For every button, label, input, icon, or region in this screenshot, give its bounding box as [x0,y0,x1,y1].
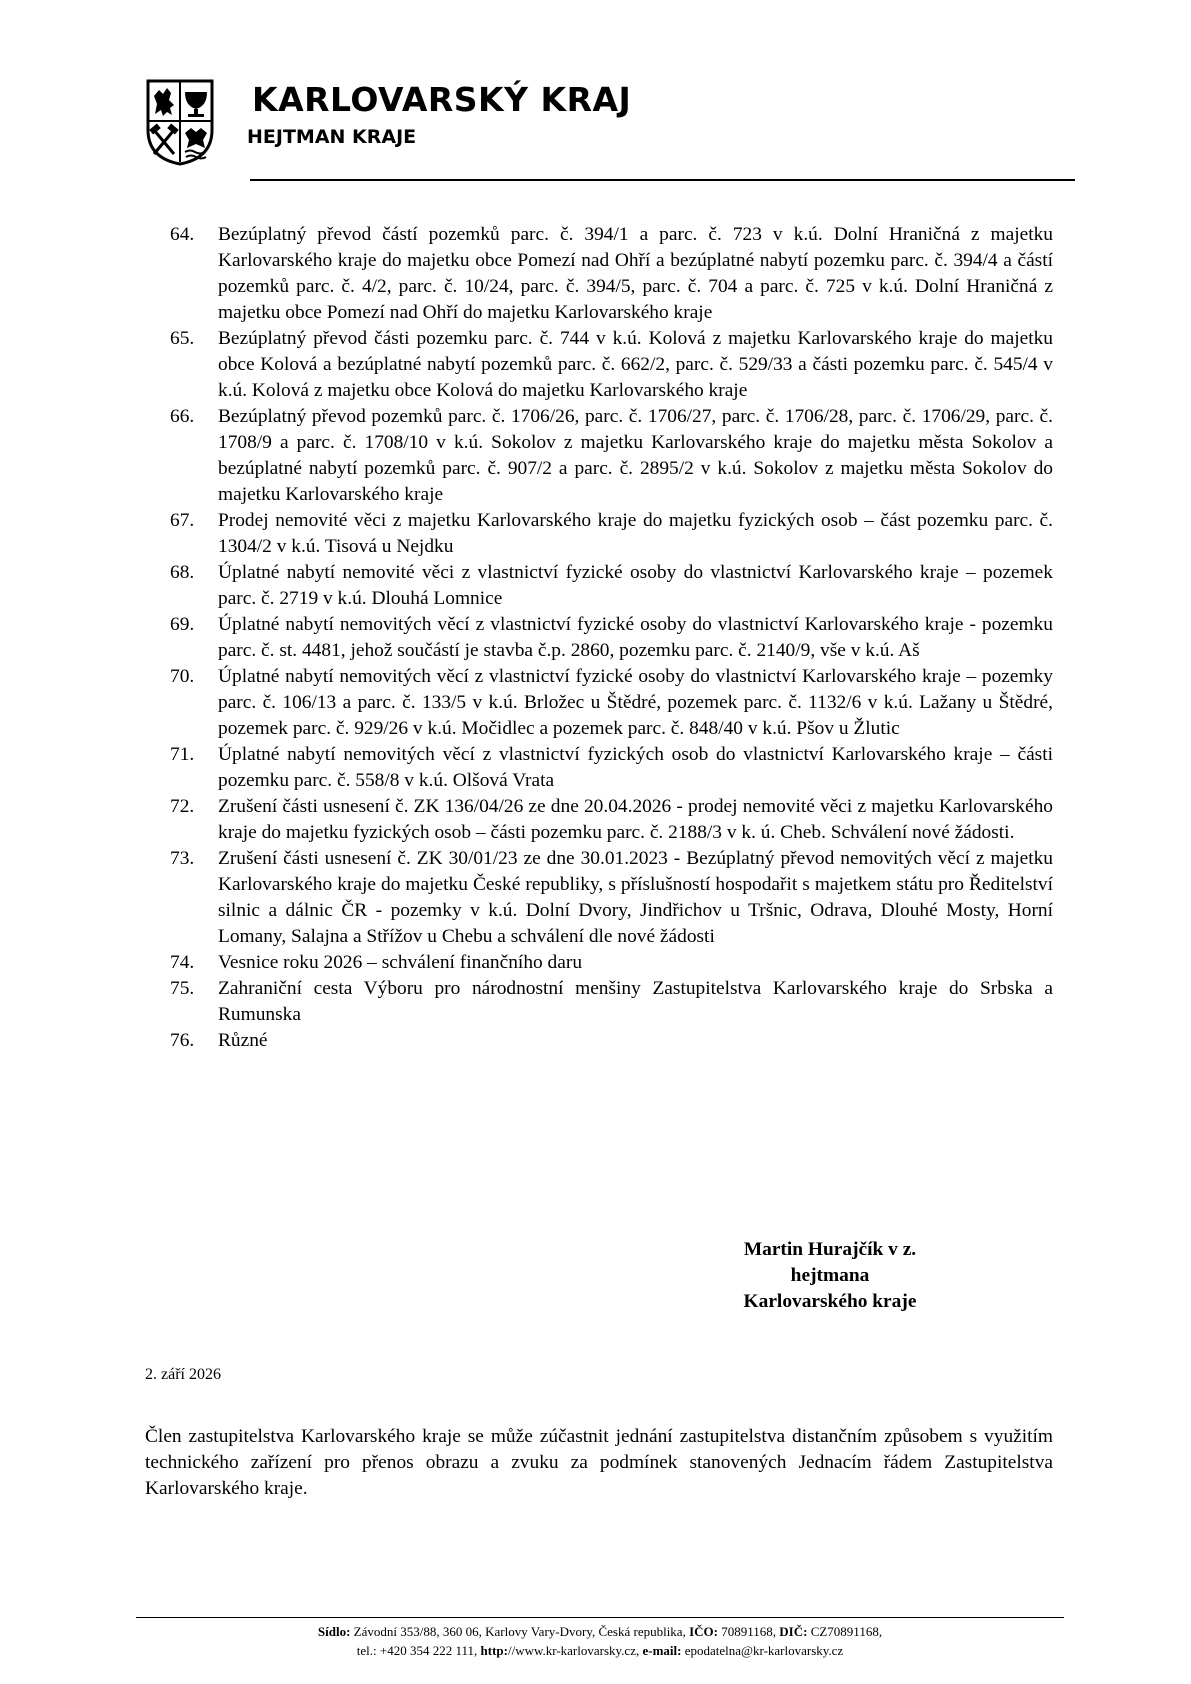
agenda-item [170,612,1053,664]
agenda-item [170,742,1053,794]
agenda-item-text: Prodej nemovité věci z majetku Karlovarského kraje do majetku fyzických osob – část pozemku parc. č. 1304/2 v k.ú. Tisová u Nejdku [218,510,1053,557]
document-date: 2. září 2026 [145,1366,221,1383]
agenda-item-number: 65. [170,328,195,349]
agenda-item-number: 70. [170,666,195,687]
footer [136,1622,1064,1660]
agenda-item-number: 64. [170,224,195,245]
footer-divider [136,1617,1064,1618]
agenda-item-number: 71. [170,744,195,765]
agenda-item-number: 68. [170,562,195,583]
footer-line-1 [136,1622,1064,1641]
dic-label: DIČ: [779,1624,808,1639]
agenda-item-text: Vesnice roku 2026 – schválení finančního daru [218,952,583,973]
agenda-item [170,508,1053,560]
agenda-item [170,326,1053,404]
agenda-list [170,222,1053,1054]
agenda-item-text: Zrušení části usnesení č. ZK 136/04/26 ze dne 20.04.2026 - prodej nemovité věci z majetku Karlovarského kraje do majetku fyzických osob – části pozemku parc. č. 2188/3 v k. ú. Cheb. Schválení nové žádosti. [218,796,1053,843]
email-label: e-mail: [642,1643,682,1658]
agenda-item [170,222,1053,326]
phone: tel.: +420 354 222 111, [356,1643,478,1658]
header-divider [250,179,1075,181]
letterhead [145,78,1080,182]
agenda-item [170,664,1053,742]
website-link[interactable]: //www.kr-karlovarsky.cz, [507,1643,640,1658]
agenda-item [170,976,1053,1028]
web-label: http: [480,1643,508,1658]
agenda-item [170,1028,1053,1054]
agenda-item-text: Bezúplatný převod části pozemku parc. č. 744 v k.ú. Kolová z majetku Karlovarského kraje do majetku obce Kolová a bezúplatné nabytí pozemků parc. č. 662/2, parc. č. 529/33 a části pozemku parc. č. 545/4 v k.ú. Kolová z majetku obce Kolová do majetku Karlovarského kraje [218,328,1053,401]
agenda-item-text: Různé [218,1030,268,1051]
org-name: KARLOVARSKÝ KRAJ [252,80,632,119]
footer-line-2 [136,1641,1064,1660]
agenda-item [170,950,1053,976]
agenda-item-number: 75. [170,978,195,999]
agenda-item [170,794,1053,846]
agenda-item-text: Úplatné nabytí nemovitých věcí z vlastnictví fyzické osoby do vlastnictví Karlovarského kraje – pozemky parc. č. 106/13 a parc. č. 133/5 v k.ú. Brložec u Štědré, pozemek parc. č. 1132/6 v k.ú. Lažany u Štědré, pozemek parc. č. 929/26 v k.ú. Močidlec a pozemek parc. č. 848/40 v k.ú. Pšov u Žlutic [218,666,1053,739]
agenda-item-text: Zahraniční cesta Výboru pro národnostní menšiny Zastupitelstva Karlovarského kraje do Srbska a Rumunska [218,978,1053,1025]
agenda-item-text: Zrušení části usnesení č. ZK 30/01/23 ze dne 30.01.2023 - Bezúplatný převod nemovitých věcí z majetku Karlovarského kraje do majetku České republiky, s příslušností hospodařit s majetkem státu pro Ředitelství silnic a dálnic ČR - pozemky v k.ú. Dolní Dvory, Jindřichov u Tršnic, Odrava, Dlouhé Mosty, Horní Lomany, Salajna a Střížov u Chebu a schválení dle nové žádosti [218,848,1053,947]
agenda-item [170,560,1053,612]
email-link[interactable]: epodatelna@kr-karlovarsky.cz [684,1643,844,1658]
agenda-item-number: 72. [170,796,195,817]
attendance-note: Člen zastupitelstva Karlovarského kraje se může zúčastnit jednání zastupitelstva distančním způsobem s využitím technického zařízení pro přenos obrazu a zvuku za podmínek stanovených Jednacím řádem Zastupitelstva Karlovarského kraje. [145,1426,1053,1499]
agenda-item-number: 74. [170,952,195,973]
agenda-item-text: Úplatné nabytí nemovitých věcí z vlastnictví fyzické osoby do vlastnictví Karlovarského kraje - pozemku parc. č. st. 4481, jehož součástí je stavba č.p. 2860, pozemku parc. č. 2140/9, vše v k.ú. Aš [218,614,1053,661]
agenda-item-text: Úplatné nabytí nemovité věci z vlastnictví fyzické osoby do vlastnictví Karlovarského kraje – pozemek parc. č. 2719 v k.ú. Dlouhá Lomnice [218,562,1053,609]
signatory-role: hejtmana [790,1265,870,1286]
agenda-item-text: Úplatné nabytí nemovitých věcí z vlastnictví fyzických osob do vlastnictví Karlovarského kraje – části pozemku parc. č. 558/8 v k.ú. Olšová Vrata [218,744,1053,791]
dic-value: CZ70891168, [810,1624,883,1639]
signature-block [700,1237,960,1315]
agenda-item [170,404,1053,508]
agenda-item-number: 76. [170,1030,195,1051]
agenda-item-number: 73. [170,848,195,869]
ico-value: 70891168, [721,1624,777,1639]
agenda-item-text: Bezúplatný převod částí pozemků parc. č. 394/1 a parc. č. 723 v k.ú. Dolní Hraničná z majetku Karlovarského kraje do majetku obce Pomezí nad Ohří a bezúplatné nabytí pozemku parc. č. 394/4 a částí pozemků parc. č. 4/2, parc. č. 10/24, parc. č. 394/5, parc. č. 704 a parc. č. 725 v k.ú. Dolní Hraničná z majetku obce Pomezí nad Ohří do majetku Karlovarského kraje [218,224,1053,323]
agenda-item [170,846,1053,950]
seat-address: Závodní 353/88, 360 06, Karlovy Vary-Dvory, Česká republika, [353,1624,686,1639]
agenda-item-number: 69. [170,614,195,635]
signatory-organization: Karlovarského kraje [743,1291,917,1312]
org-subtitle: HEJTMAN KRAJE [247,126,417,148]
agenda-item-number: 67. [170,510,195,531]
agenda-item-text: Bezúplatný převod pozemků parc. č. 1706/26, parc. č. 1706/27, parc. č. 1706/28, parc. č. 1706/29, parc. č. 1708/9 a parc. č. 1708/10 v k.ú. Sokolov z majetku Karlovarského kraje do majetku města Sokolov a bezúplatné nabytí pozemků parc. č. 907/2 a parc. č. 2895/2 v k.ú. Sokolov z majetku města Sokolov do majetku Karlovarského kraje [218,406,1053,505]
coat-of-arms-icon [145,78,215,166]
signatory-name: Martin Hurajčík v z. [743,1239,917,1260]
seat-label: Sídlo: [317,1624,351,1639]
ico-label: IČO: [689,1624,718,1639]
agenda-item-number: 66. [170,406,195,427]
